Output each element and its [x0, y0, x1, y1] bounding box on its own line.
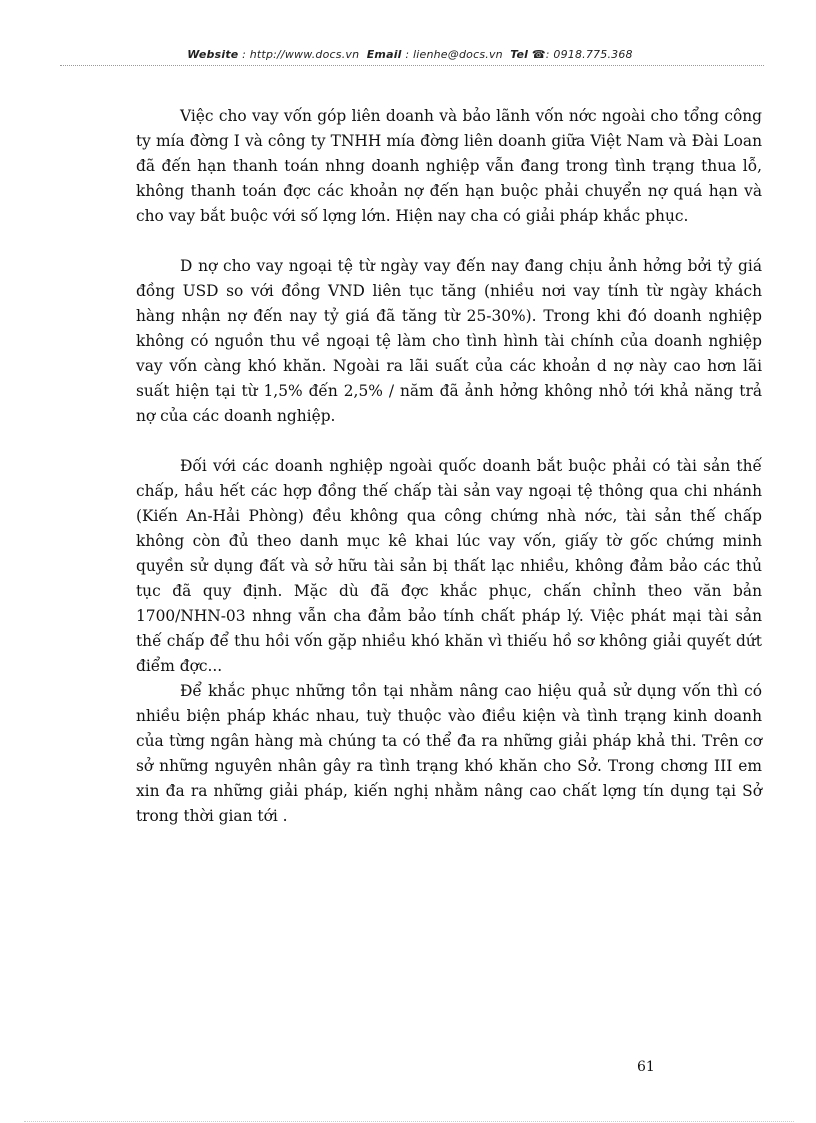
email-value: : lienhe@docs.vn — [405, 48, 503, 61]
page-header — [60, 48, 760, 61]
email-label: Email — [366, 48, 402, 61]
website-value: : http://www.docs.vn — [242, 48, 360, 61]
tel-label: Tel — [510, 48, 529, 61]
paragraph-loans-joint-venture: Việc cho vay vốn góp liên doanh và bảo lãnh vốn nớc ngoài cho tổng công ty mía đờng I và công ty TNHH mía đờng liên doanh giữa Việt Nam và Đài Loan đã đến hạn thanh toán nhng doanh nghiệp vẫn đang trong tình trạng thua lỗ, không thanh toán đợc các khoản nợ đến hạn buộc phải chuyển nợ quá hạn và cho vay bắt buộc với số lợng lớn. Hiện nay cha có giải pháp khắc phục. — [136, 107, 762, 225]
document-body — [136, 104, 762, 829]
footer-divider — [24, 1121, 794, 1122]
header-divider — [60, 65, 764, 66]
paragraph-foreign-currency-debt: D nợ cho vay ngoại tệ từ ngày vay đến nay đang chịu ảnh hởng bởi tỷ giá đồng USD so với đồng VND liên tục tăng (nhiều nơi vay tính từ ngày khách hàng nhận nợ đến nay tỷ giá đã tăng từ 25-30%). Trong khi đó doanh nghiệp không có nguồn thu về ngoại tệ làm cho tình hình tài chính của doanh nghiệp vay vốn càng khó khăn. Ngoài ra lãi suất của các khoản d nợ này cao hơn lãi suất hiện tại từ 1,5% đến 2,5% / năm đã ảnh hởng không nhỏ tới khả năng trả nợ của các doanh nghiệp. — [136, 257, 762, 425]
paragraph-solutions: Để khắc phục những tồn tại nhằm nâng cao hiệu quả sử dụng vốn thì có nhiều biện pháp khác nhau, tuỳ thuộc vào điều kiện và tình trạng kinh doanh của từng ngân hàng mà chúng ta có thể đa ra những giải pháp khả thi. Trên cơ sở những nguyên nhân gây ra tình trạng khó khăn cho Sở. Trong chơng III em xin đa ra những giải pháp, kiến nghị nhằm nâng cao chất lợng tín dụng tại Sở trong thời gian tới . — [136, 682, 762, 825]
tel-value: : 0918.775.368 — [545, 48, 633, 61]
website-label: Website — [187, 48, 239, 61]
page-number: 61 — [637, 1059, 655, 1075]
paragraph-collateral: Đối với các doanh nghiệp ngoài quốc doanh bắt buộc phải có tài sản thế chấp, hầu hết các hợp đồng thế chấp tài sản vay ngoại tệ thông qua chi nhánh (Kiến An-Hải Phòng) đều không qua công chứng nhà nớc, tài sản thế chấp không còn đủ theo danh mục kê khai lúc vay vốn, giấy tờ gốc chứng minh quyền sử dụng đất và sở hữu tài sản bị thất lạc nhiều, không đảm bảo các thủ tục đã quy định. Mặc dù đã đợc khắc phục, chấn chỉnh theo văn bản 1700/NHN-03 nhng vẫn cha đảm bảo tính chất pháp lý. Việc phát mại tài sản thế chấp để thu hồi vốn gặp nhiều khó khăn vì thiếu hồ sơ không giải quyết dứt điểm đợc... — [136, 457, 762, 675]
phone-icon: ☎ — [531, 48, 546, 61]
